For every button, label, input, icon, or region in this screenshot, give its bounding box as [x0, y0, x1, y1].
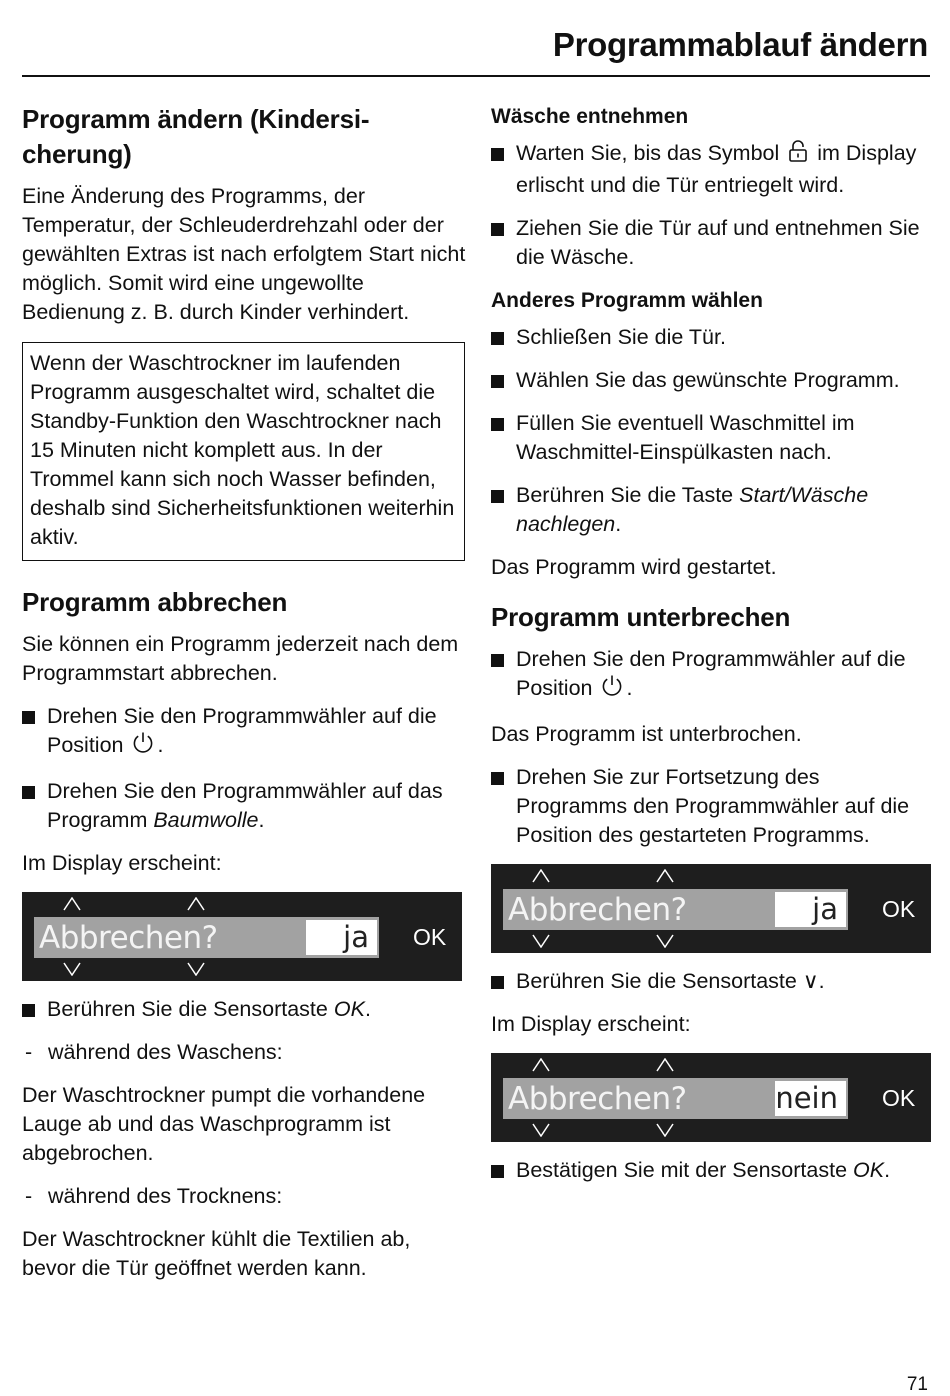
section-heading-waesche-entnehmen: Wäsche entnehmen: [491, 105, 689, 128]
list-item: Drehen Sie zur Fortsetzung des Programms den Programmwähler auf die Position des gestarteten Programms.: [491, 763, 936, 850]
chevron-down-icon: [187, 962, 205, 976]
display-text: Abbrechen?: [508, 892, 687, 928]
lock-open-icon: [787, 139, 809, 171]
section-heading-unterbrechen: Programm unterbrechen: [491, 602, 791, 632]
list-item: Warten Sie, bis das Symbol im Display erlischt und die Tür entriegelt wird.: [491, 139, 936, 200]
display-ok: OK: [413, 924, 447, 950]
dash-item: - während des Trocknens:: [22, 1182, 467, 1211]
chevron-down-icon: [532, 934, 550, 948]
list-item: Bestätigen Sie mit der Sensortaste OK.: [491, 1156, 936, 1185]
left-column: [22, 98, 467, 1297]
list-item: Ziehen Sie die Tür auf und entnehmen Sie die Wäsche.: [491, 214, 936, 272]
display-field: [34, 917, 379, 958]
list-item: Schließen Sie die Tür.: [491, 323, 936, 352]
list-item: Wählen Sie das gewünschte Programm.: [491, 366, 936, 395]
unterbrochen-paragraph: Das Programm ist unterbrochen.: [491, 722, 802, 746]
kindersicherung-paragraph: Eine Änderung des Programms, der Temperatur, der Schleuderdrehzahl oder der gewählten Extras ist nach erfolgtem Start nicht möglich. Somit wird eine ungewollte Bedienung z. B. durch Kinder verhindert.: [22, 184, 466, 324]
chevron-down-symbol: ∨: [802, 969, 819, 993]
chevron-down-icon: [656, 934, 674, 948]
display-intro: Im Display erscheint:: [22, 851, 222, 875]
chevron-up-icon: [656, 869, 674, 883]
gestartet-paragraph: Das Programm wird gestartet.: [491, 555, 777, 579]
power-icon: [131, 731, 155, 763]
power-icon: [600, 674, 624, 706]
chevron-up-icon: [532, 869, 550, 883]
section-heading-kindersicherung: Programm ändern (Kindersi- cherung): [22, 104, 370, 169]
display-value: ja: [306, 920, 377, 955]
list-item: Berühren Sie die Sensortaste ∨.: [491, 967, 936, 996]
title-rule: [22, 75, 930, 77]
display-field: [503, 1078, 848, 1119]
chevron-down-icon: [63, 962, 81, 976]
list-item: Berühren Sie die Sensortaste OK.: [22, 995, 467, 1024]
chevron-up-icon: [63, 897, 81, 911]
chevron-up-icon: [532, 1058, 550, 1072]
chevron-down-icon: [656, 1123, 674, 1137]
display-text: Abbrechen?: [39, 920, 218, 956]
display-abbrechen-nein: [491, 1053, 931, 1142]
list-item: Drehen Sie den Programmwähler auf die Position .: [22, 702, 467, 763]
display-abbrechen-ja: [22, 892, 462, 981]
chevron-up-icon: [656, 1058, 674, 1072]
right-column: [491, 98, 936, 1199]
display-abbrechen-ja: [491, 864, 931, 953]
trocknen-paragraph: Der Waschtrockner kühlt die Textilien ab, bevor die Tür geöffnet werden kann.: [22, 1227, 411, 1280]
chevron-down-icon: [532, 1123, 550, 1137]
list-item: Berühren Sie die Taste Start/Wäsche nachlegen.: [491, 481, 936, 539]
standby-note-box: Wenn der Waschtrockner im laufenden Programm ausgeschaltet wird, schaltet die Standby-Funktion den Waschtrockner nach 15 Minuten nicht komplett aus. In der Trommel kann sich noch Wasser befinden, deshalb sind Sicherheitsfunktionen weiterhin aktiv.: [22, 342, 465, 561]
display-ok: OK: [882, 1085, 916, 1111]
display-text: Abbrechen?: [508, 1081, 687, 1117]
list-item: Drehen Sie den Programmwähler auf die Position .: [491, 645, 936, 706]
display-value: nein: [775, 1081, 846, 1116]
display-value: ja: [775, 892, 846, 927]
page-title: Programmablauf ändern: [552, 26, 928, 63]
abbrechen-intro: Sie können ein Programm jederzeit nach dem Programmstart abbrechen.: [22, 632, 459, 685]
display-ok: OK: [882, 896, 916, 922]
display-field: [503, 889, 848, 930]
list-item: Füllen Sie eventuell Waschmittel im Waschmittel-Einspülkasten nach.: [491, 409, 936, 467]
display-intro: Im Display erscheint:: [491, 1012, 691, 1036]
waschen-paragraph: Der Waschtrockner pumpt die vorhandene Lauge ab und das Waschprogramm ist abgebrochen.: [22, 1083, 426, 1165]
page-number: 71: [906, 1374, 928, 1395]
section-heading-anderes-programm: Anderes Programm wählen: [491, 289, 763, 312]
list-item: Drehen Sie den Programmwähler auf das Programm Baumwolle.: [22, 777, 467, 835]
section-heading-abbrechen: Programm abbrechen: [22, 587, 288, 617]
dash-item: - während des Waschens:: [22, 1038, 467, 1067]
chevron-up-icon: [187, 897, 205, 911]
